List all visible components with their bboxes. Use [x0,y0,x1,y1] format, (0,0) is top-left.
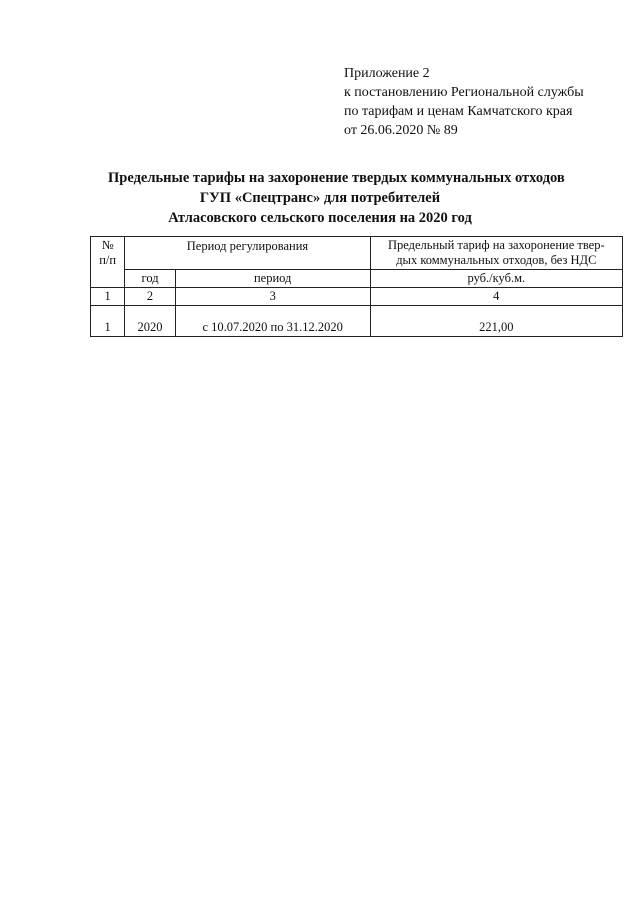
table-row [91,306,623,337]
tariff-table [90,236,623,337]
appendix-line-1: Приложение 2 [344,66,430,81]
header-number-line-1: № [101,238,114,252]
header-unit: руб./куб.м. [370,270,622,288]
row-year: 2020 [125,306,175,337]
column-number-4: 4 [370,288,622,306]
row-period: с 10.07.2020 по 31.12.2020 [175,306,370,337]
header-year: год [125,270,175,288]
appendix-block [344,64,584,140]
column-number-row [91,288,623,306]
column-number-2: 2 [125,288,175,306]
appendix-line-4: от 26.06.2020 № 89 [344,123,458,138]
appendix-line-2: к постановлению Региональной службы [344,85,584,100]
header-tariff-line-2: дых коммунальных отходов, без НДС [396,253,597,267]
header-tariff-cell [370,237,622,270]
row-number: 1 [91,306,125,337]
header-period-group: Период регулирования [125,237,370,270]
table-header-row-1 [91,237,623,270]
title-line-2: ГУП «Спецтранс» для потребителей [199,190,441,206]
header-number-line-2: п/п [99,253,117,267]
header-tariff-line-1: Предельный тариф на захоронение твер- [387,238,605,252]
column-number-1: 1 [91,288,125,306]
row-tariff: 221,00 [370,306,622,337]
header-period: период [175,270,370,288]
column-number-3: 3 [175,288,370,306]
title-line-1: Предельные тарифы на захоронение твердых коммунальных отходов [108,170,565,186]
table-header-row-2 [91,270,623,288]
title-line-3: Атласовского сельского поселения на 2020 год [168,210,472,226]
document-title [80,168,565,228]
header-number-cell [91,237,125,288]
appendix-line-3: по тарифам и ценам Камчатского края [344,104,573,119]
